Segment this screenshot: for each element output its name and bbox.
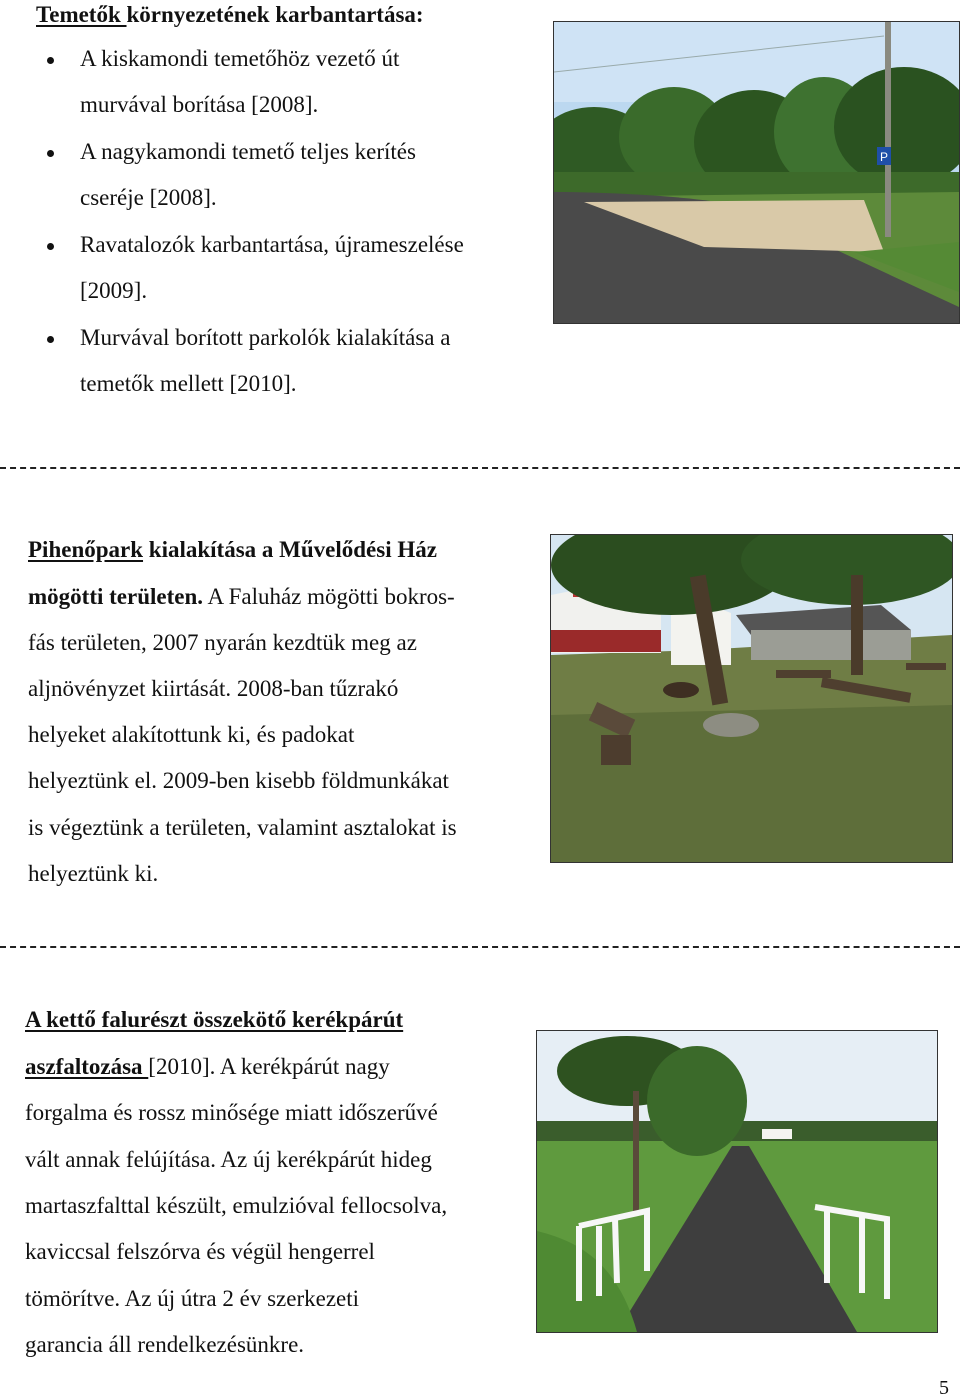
page-number: 5 <box>939 1377 949 1399</box>
rest-park-photo <box>550 534 953 863</box>
section2-text-line5: helyeztünk el. 2009-ben kisebb földmunkákat <box>28 768 449 793</box>
cemetery-parking-photo <box>553 21 960 324</box>
bike-path-photo <box>536 1030 938 1333</box>
section3-text-line6: kaviccsal felszórva és végül hengerrel <box>25 1239 375 1264</box>
section1-heading-rest: környezetének karbantartása: <box>126 2 424 27</box>
section3-heading-underlined-2: aszfaltozása <box>25 1054 149 1079</box>
section2-text-line3: aljnövényzet kiirtását. 2008-ban tűzrakó <box>28 676 399 701</box>
section3-heading-line1 <box>25 997 403 1043</box>
bullet3-line2: [2009]. <box>80 278 148 303</box>
bullet-icon <box>47 150 54 157</box>
bullet3-line1: Ravatalozók karbantartása, újrameszelése <box>80 232 464 257</box>
parking-sign-text: P <box>880 150 889 164</box>
separator-1 <box>0 467 960 469</box>
bullet2-line1: A nagykamondi temető teljes kerítés <box>80 139 416 164</box>
section3-text-line5: martaszfalttal készült, emulzióval fellocsolva, <box>25 1193 448 1218</box>
section3-text-line7: tömörítve. Az új útra 2 év szerkezeti <box>25 1286 360 1311</box>
section2-text-line2: fás területen, 2007 nyarán kezdtük meg az <box>28 630 417 655</box>
section3-line2-rest: [2010]. A kerékpárút nagy <box>148 1054 390 1079</box>
section2-heading-line2: mögötti területen. <box>28 584 203 609</box>
section3-heading-underlined-1: A kettő falurészt összekötő kerékpárút <box>25 1007 404 1032</box>
section2-heading-line1 <box>28 527 437 573</box>
section1-heading-underlined: Temetők <box>36 2 127 27</box>
section2-heading-rest: kialakítása a Művelődési Ház <box>143 537 437 562</box>
bullet1-line2: murvával borítása [2008]. <box>80 92 319 117</box>
section1-heading <box>36 0 424 38</box>
separator-2 <box>0 946 960 948</box>
section2-heading-underlined: Pihenőpark <box>28 537 144 562</box>
section2-text-line4: helyeket alakítottunk ki, és padokat <box>28 722 355 747</box>
bullet4-line1: Murvával borított parkolók kialakítása a <box>80 325 451 350</box>
section2-text-line1: A Faluház mögötti bokros- <box>203 584 455 609</box>
section2-text-line6: is végeztünk a területen, valamint asztalokat is <box>28 815 457 840</box>
bullet2-line2: cseréje [2008]. <box>80 185 217 210</box>
bullet-icon <box>47 57 54 64</box>
section3-line2 <box>25 1044 390 1090</box>
section3-text-line3: forgalma és rossz minősége miatt időszerűvé <box>25 1100 438 1125</box>
bullet4-line2: temetők mellett [2010]. <box>80 371 297 396</box>
section3-text-line4: vált annak felújítása. Az új kerékpárút hideg <box>25 1147 432 1172</box>
section3-text-line8: garancia áll rendelkezésünkre. <box>25 1332 305 1357</box>
bullet-icon <box>47 243 54 250</box>
section2-text-line7: helyeztünk ki. <box>28 861 159 886</box>
bullet1-line1: A kiskamondi temetőhöz vezető út <box>80 46 400 71</box>
section2-line2 <box>28 574 455 620</box>
bullet-icon <box>47 336 54 343</box>
